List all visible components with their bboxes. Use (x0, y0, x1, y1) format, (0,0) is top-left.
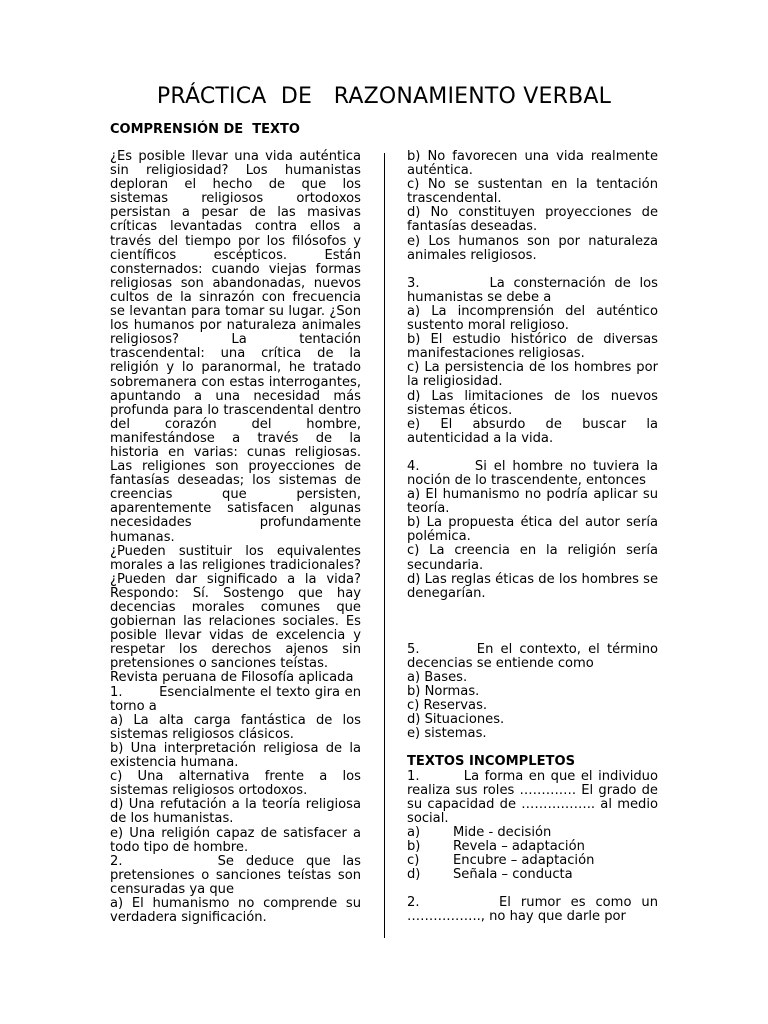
question-5-option-d: d) Situaciones. (407, 712, 505, 728)
question-3-option-d: d) Las limitaciones de los nuevos sistemas éticos. (407, 388, 658, 418)
question-2-option-a: a) El humanismo no comprende su verdadera significación. (110, 895, 361, 926)
incomplete-1-option-b (407, 840, 658, 854)
question-4-option-c: c) La creencia en la religión sería secundaria. (407, 543, 658, 573)
question-3-option-c: c) La persistencia de los hombres por la religiosidad. (407, 360, 658, 390)
option-text: Mide - decisión (453, 824, 552, 840)
question-3-option-a: a) La incomprensión del auténtico sustento moral religioso. (407, 303, 658, 334)
question-5-option-c: c) Reservas. (407, 698, 488, 714)
question-5-stem: 5. En el contexto, el término decencias se entiende como (407, 641, 663, 671)
question-3-stem: 3. La consternación de los humanistas se debe a (407, 275, 663, 305)
passage-paragraph-2: ¿Pueden sustituir los equivalentes morales a las religiones tradicionales? ¿Pueden dar significado a la vida? Respondo: Sí. Sostengo que hay decencias morales comunes que gobiernan las relaciones sociales. Es posible llevar vidas de excelencia y respetar los derechos ajenos sin pretensiones o sanciones teístas. (110, 543, 361, 672)
question-4-option-d: d) Las reglas éticas de los hombres se denegarían. (407, 571, 658, 601)
question-3-option-b: b) El estudio histórico de diversas manifestaciones religiosas. (407, 332, 658, 362)
option-key: d) (407, 867, 421, 883)
left-column (110, 149, 366, 926)
question-1-option-c: c) Una alternativa frente a los sistemas religiosos ortodoxos. (110, 769, 361, 799)
question-4-option-a: a) El humanismo no podría aplicar su teoría. (407, 487, 658, 517)
question-1-stem: 1. Esencialmente el texto gira en torno a (110, 684, 366, 714)
incomplete-1-option-c (407, 854, 658, 868)
option-text: Revela – adaptación (453, 839, 585, 855)
question-2-option-d: d) No constituyen proyecciones de fantasías deseadas. (407, 205, 658, 235)
section-heading-comprension: COMPRENSIÓN DE TEXTO (110, 122, 300, 137)
question-3-option-e: e) El absurdo de buscar la autenticidad a la vida. (407, 416, 658, 446)
question-1-option-a: a) La alta carga fantástica de los sistemas religiosos clásicos. (110, 712, 361, 742)
option-key: a) (407, 824, 421, 840)
incomplete-1-option-d (407, 868, 658, 882)
spacer (407, 601, 658, 629)
spacer (407, 741, 658, 755)
question-2-option-c: c) No se sustentan en la tentación trascendental. (407, 177, 658, 207)
spacer (407, 263, 658, 277)
section-heading-textos-incompletos: TEXTOS INCOMPLETOS (407, 754, 576, 770)
column-divider (384, 153, 385, 938)
question-4-stem: 4. Si el hombre no tuviera la noción de lo trascendente, entonces (407, 458, 663, 488)
page-title: PRÁCTICA DE RAZONAMIENTO VERBAL (156, 84, 612, 109)
incomplete-2-stem: 2. El rumor es como un …………….., no hay que darle por (407, 895, 663, 925)
question-5-option-a: a) Bases. (407, 670, 468, 685)
question-1-option-d: d) Una refutación a la teoría religiosa de los humanistas. (110, 797, 361, 827)
question-5-option-b: b) Normas. (407, 684, 480, 700)
question-2-option-b: b) No favorecen una vida realmente auténtica. (407, 149, 658, 179)
incomplete-1-stem: 1. La forma en que el individuo realiza sus roles …………. El grado de su capacidad de …………….. al medio social. (407, 768, 663, 826)
option-key: b) (407, 839, 421, 855)
passage-paragraph-1: ¿Es posible llevar una vida auténtica sin religiosidad? Los humanistas deploran el hecho de que los sistemas religiosos ortodoxos persistan a pesar de las masivas críticas levantadas contra ellos a través del tiempo por los filósofos y científicos escépticos. Están consternados: cuando viejas formas religiosas son abandonadas, nuevos cultos de la sinrazón con frecuencia se levantan para tomar su lugar. ¿Son los humanos por naturaleza animales religiosos? La tentación trascendental: una crítica de la religión y lo paranormal, he tratado sobremanera con estas interrogantes, apuntando a una necesidad más profunda para lo trascendental dentro del corazón del hombre, manifestándose a través de la historia en varias: cunas religiosas. Las religiones son proyecciones de fantasías deseadas; los sistemas de creencias que persisten, aparentemente satisfacen algunas necesidades profundamente humanas. (110, 149, 361, 545)
spacer (407, 882, 658, 896)
option-text: Encubre – adaptación (453, 853, 595, 869)
question-4-option-b: b) La propuesta ética del autor sería polémica. (407, 515, 658, 545)
option-text: Señala – conducta (453, 867, 573, 883)
option-key: c) (407, 853, 420, 869)
spacer (407, 446, 658, 460)
right-column (407, 149, 663, 925)
question-5-option-e: e) sistemas. (407, 726, 487, 742)
question-2-stem: 2. Se deduce que las pretensiones o sanciones teístas son censuradas ya que (110, 853, 366, 897)
question-2-option-e: e) Los humanos son por naturaleza animales religiosos. (407, 233, 658, 263)
incomplete-1-option-a (407, 826, 658, 840)
spacer (407, 629, 658, 643)
question-1-option-b: b) Una interpretación religiosa de la existencia humana. (110, 740, 361, 771)
question-1-option-e: e) Una religión capaz de satisfacer a todo tipo de hombre. (110, 825, 361, 855)
passage-source: Revista peruana de Filosofía aplicada (110, 670, 354, 686)
